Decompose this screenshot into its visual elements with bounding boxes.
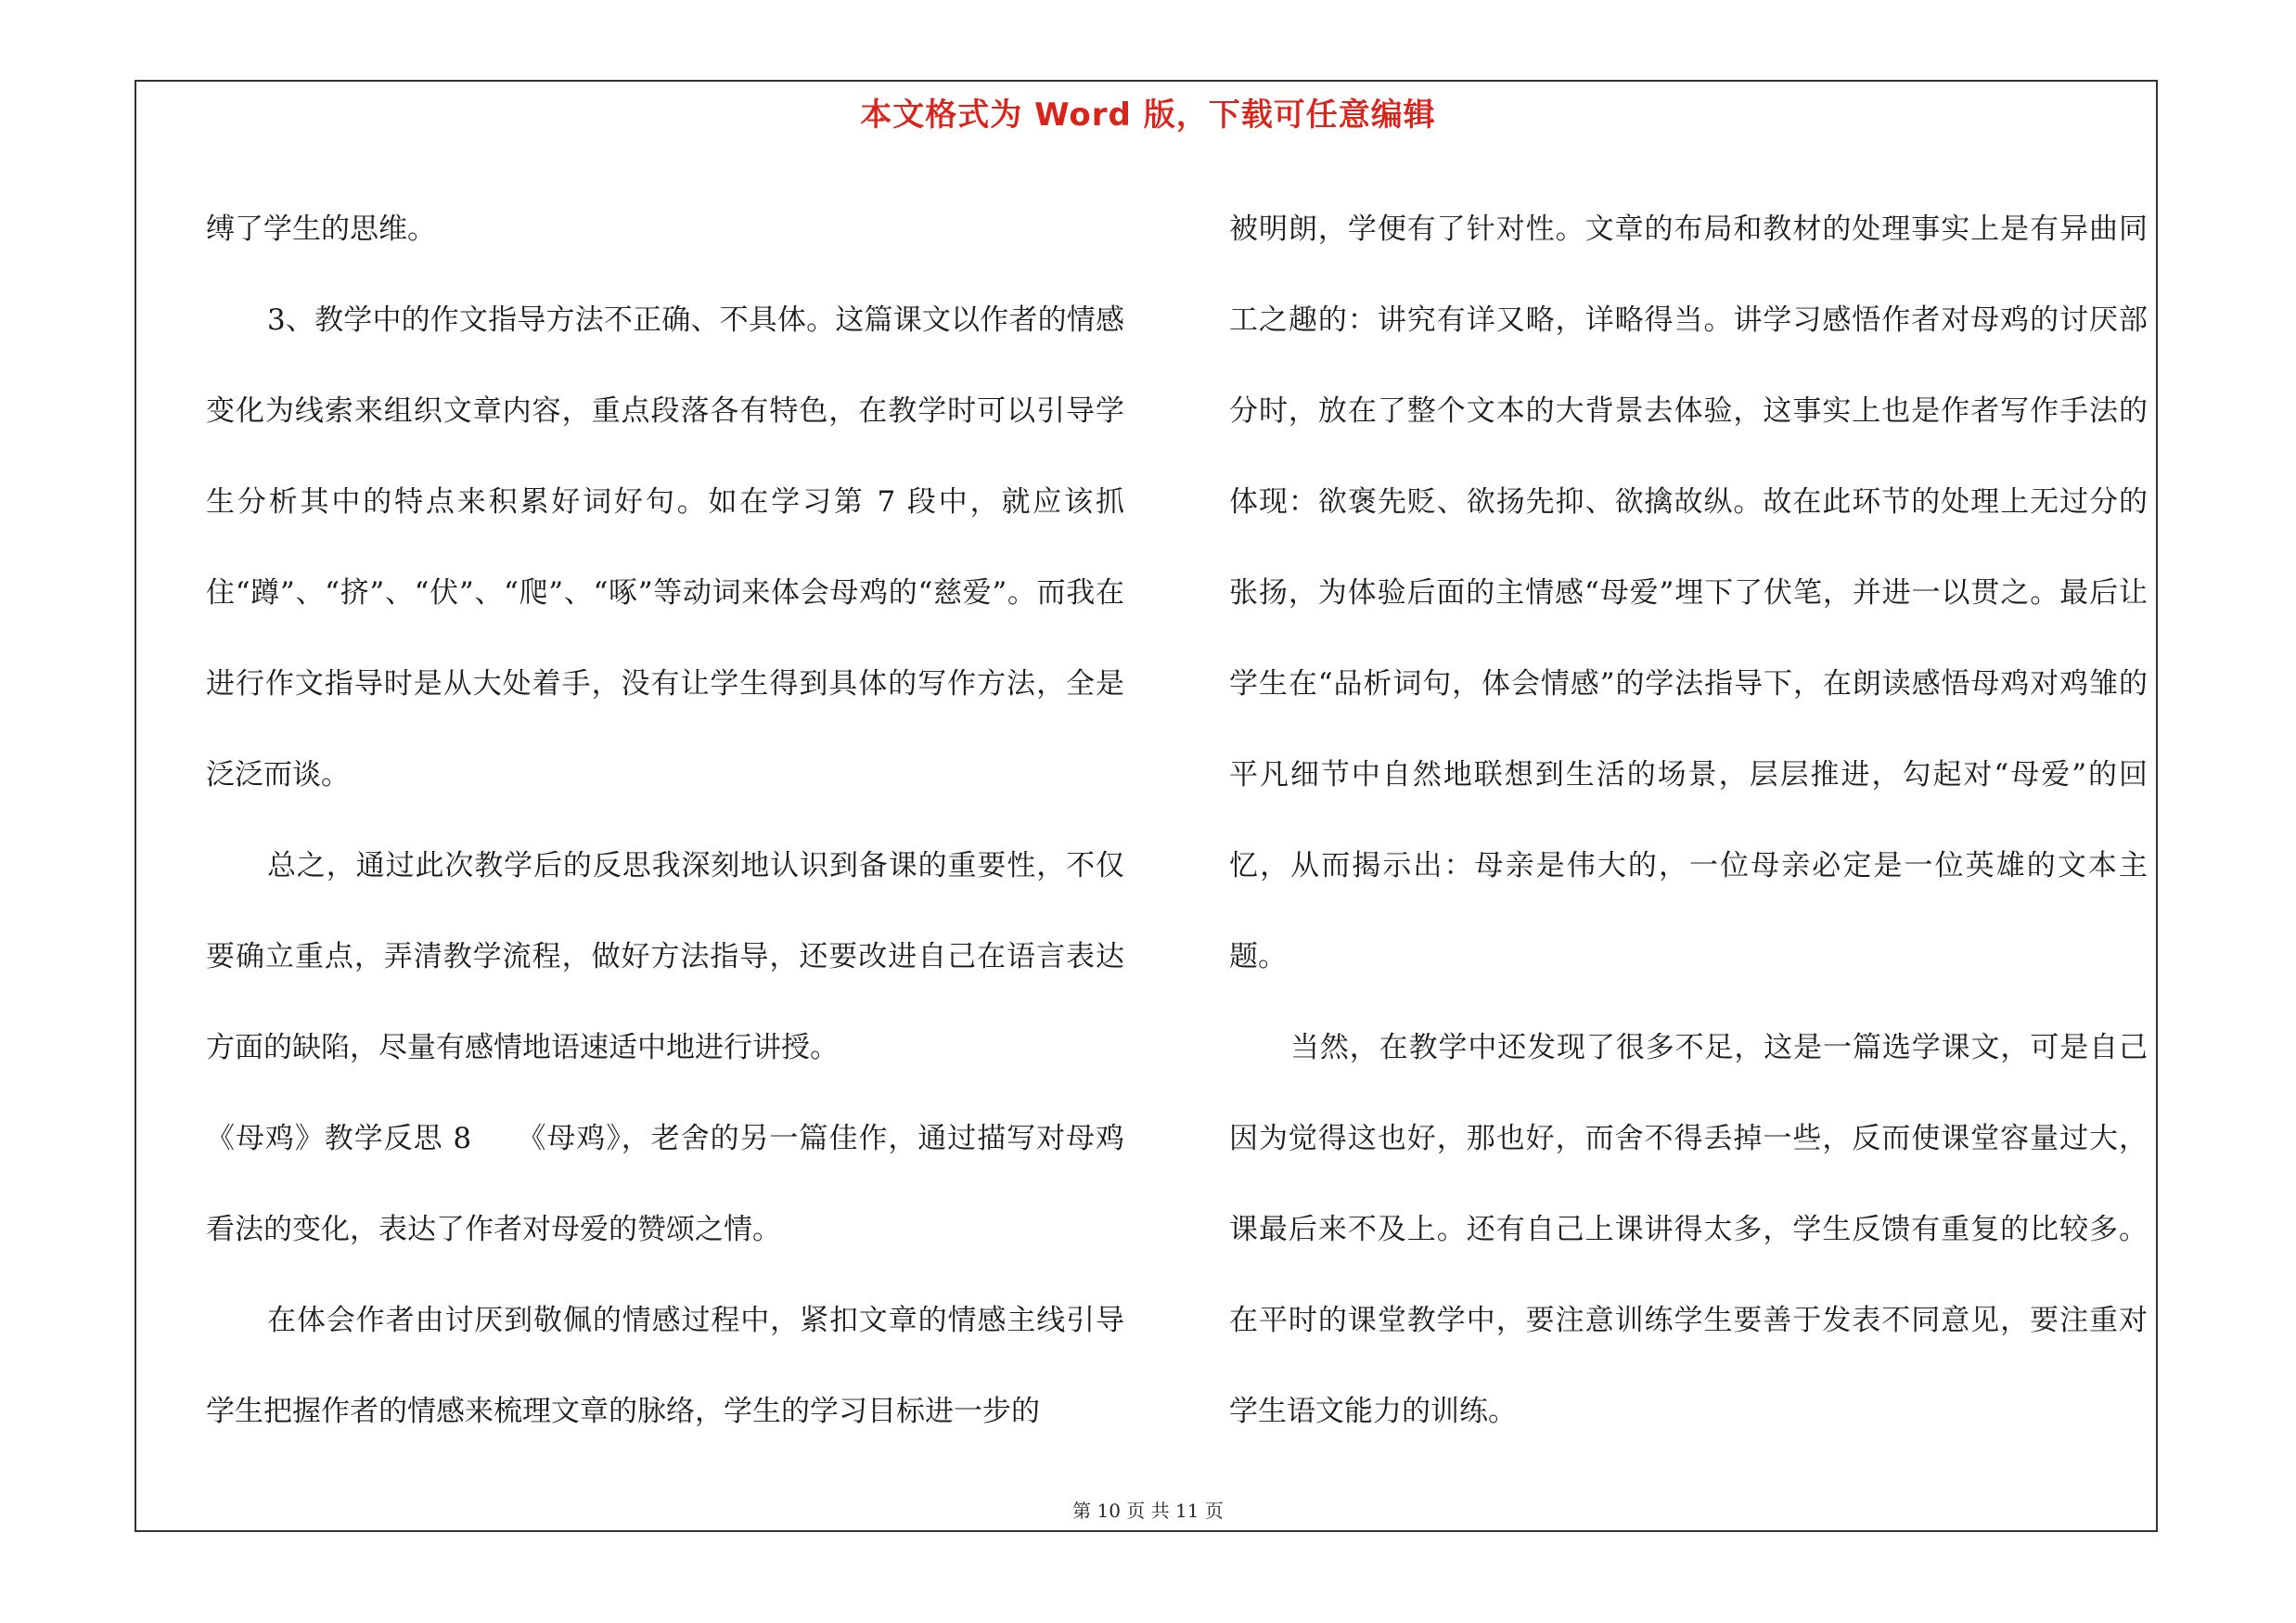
format-banner: 本文格式为 Word 版，下载可任意编辑 <box>860 97 1436 134</box>
paragraph-writing-guidance: 3、教学中的作文指导方法不正确、不具体。这篇课文以作者的情感变化为线索来组织文章内容，重点段落各有特色，在教学时可以引导学生分析其中的特点来积累好词好句。如在学习第 7 段中，就应该抓住“蹲”、“挤”、“伏”、“爬”、“啄”等动词来体会母鸡的“慈爱”。而我在进行作文指导时是从大处着手，没有让学生得到具体的写作方法，全是泛泛而谈。 <box>206 303 1124 792</box>
paragraph-reflection-8-heading: 《母鸡》教学反思 8 《母鸡》，老舍的另一篇佳作，通过描写对母鸡看法的变化，表达了作者对母爱的赞颂之情。 <box>206 1122 1124 1246</box>
paragraph-summary: 总之，通过此次教学后的反思我深刻地认识到备课的重要性，不仅要确立重点，弄清教学流程，做好方法指导，还要改进自己在语言表达方面的缺陷，尽量有感情地语速适中地进行讲授。 <box>206 849 1124 1064</box>
left-text-column <box>206 184 1124 1457</box>
paragraph-emotion-process: 在体会作者由讨厌到敬佩的情感过程中，紧扣文章的情感主线引导学生把握作者的情感来梳理文章的脉络，学生的学习目标进一步的 <box>206 1304 1124 1428</box>
paragraph-layout-handling: 被明朗，学便有了针对性。文章的布局和教材的处理事实上是有异曲同工之趣的：讲究有详又略，详略得当。讲学习感悟作者对母鸡的讨厌部分时，放在了整个文本的大背景去体验，这事实上也是作者写作手法的体现：欲褒先贬、欲扬先抑、欲擒故纵。故在此环节的处理上无过分的张扬，为体验后面的主情感“母爱”埋下了伏笔，并进一以贯之。最后让学生在“品析词句，体会情感”的学法指导下，在朗读感悟母鸡对鸡雏的平凡细节中自然地联想到生活的场景，层层推进，勾起对“母爱”的回忆，从而揭示出：母亲是伟大的，一位母亲必定是一位英雄的文本主题。 <box>1229 213 2148 973</box>
paragraph-shortcomings: 当然，在教学中还发现了很多不足，这是一篇选学课文，可是自己因为觉得这也好，那也好，而舍不得丢掉一些，反而使课堂容量过大，课最后来不及上。还有自己上课讲得太多，学生反馈有重复的比较多。在平时的课堂教学中，要注意训练学生要善于发表不同意见，要注重对学生语文能力的训练。 <box>1229 1031 2148 1428</box>
page-number: 第 10 页 共 11 页 <box>1072 1500 1224 1522</box>
right-text-column <box>1229 184 2148 1457</box>
paragraph-continuation: 缚了学生的思维。 <box>206 213 436 246</box>
